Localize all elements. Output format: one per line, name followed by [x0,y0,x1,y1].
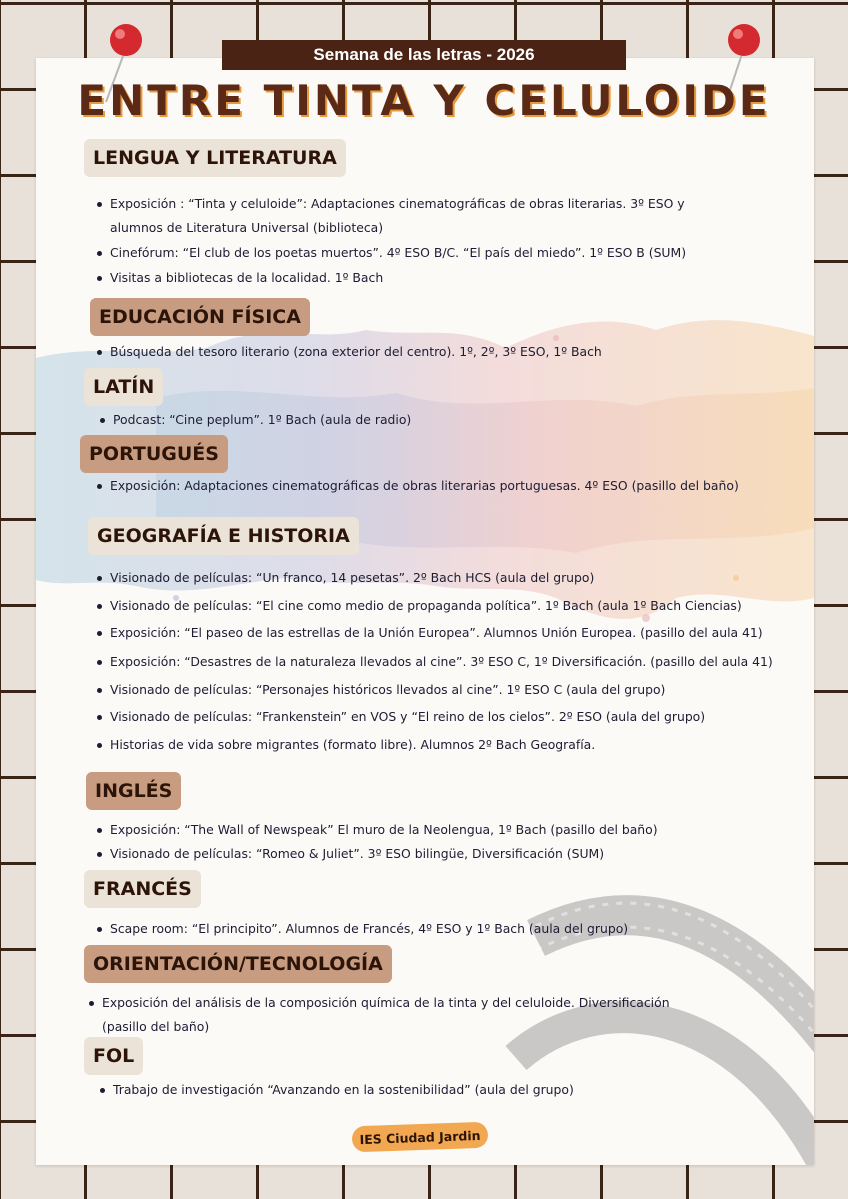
list-item: Exposición: “El paseo de las estrellas de la Unión Europea”. Alumnos Unión Europea. (pasillo del aula 41) [110,625,763,640]
bullet [97,688,102,693]
bullet [97,604,102,609]
list-item: Visionado de películas: “Personajes históricos llevados al cine”. 1º ESO C (aula del grupo) [110,682,666,697]
list-item: Scape room: “El principito”. Alumnos de Francés, 4º ESO y 1º Bach (aula del grupo) [110,921,629,936]
list-item: Visionado de películas: “Romeo & Juliet”. 3º ESO bilingüe, Diversificación (SUM) [110,846,605,861]
list-item: Trabajo de investigación “Avanzando en la sostenibilidad” (aula del grupo) [113,1082,574,1097]
section-header-latin: LATÍN [84,368,163,406]
section-header-frances: FRANCÉS [84,870,201,908]
bullet [97,828,102,833]
bullet [97,276,102,281]
bullet [97,927,102,932]
list-item: Exposición : “Tinta y celuloide”: Adaptaciones cinematográficas de obras literarias. 3º ESO y [110,196,685,211]
list-item: alumnos de Literatura Universal (biblioteca) [110,220,384,235]
bullet [97,852,102,857]
bullet [97,576,102,581]
list-item: (pasillo del baño) [102,1019,210,1034]
bullet [97,631,102,636]
list-item: Exposición: “The Wall of Newspeak” El muro de la Neolengua, 1º Bach (pasillo del baño) [110,822,658,837]
bullet [100,1088,105,1093]
section-header-fol: FOL [84,1037,143,1075]
bullet [97,743,102,748]
bullet [97,202,102,207]
bullet [97,660,102,665]
bullet [97,350,102,355]
section-header-orientacion: ORIENTACIÓN/TECNOLOGÍA [84,945,392,983]
bullet [97,484,102,489]
list-item: Visionado de películas: “Un franco, 14 pesetas”. 2º Bach HCS (aula del grupo) [110,570,595,585]
bullet [97,251,102,256]
bullet [89,1001,94,1006]
section-header-geografia: GEOGRAFÍA E HISTORIA [88,517,359,555]
section-header-lengua: LENGUA Y LITERATURA [84,139,346,177]
list-item: Visitas a bibliotecas de la localidad. 1º Bach [110,270,384,285]
section-header-educacion-fisica: EDUCACIÓN FÍSICA [90,298,310,336]
list-item: Exposición del análisis de la composición química de la tinta y del celuloide. Diversificación [102,995,670,1010]
list-item: Búsqueda del tesoro literario (zona exterior del centro). 1º, 2º, 3º ESO, 1º Bach [110,344,602,359]
list-item: Visionado de películas: “Frankenstein” en VOS y “El reino de los cielos”. 2º ESO (aula del grupo) [110,709,706,724]
list-item: Exposición: “Desastres de la naturaleza llevados al cine”. 3º ESO C, 1º Diversificación. (pasillo del aula 41) [110,654,773,669]
event-banner: Semana de las letras - 2026 [222,40,626,70]
bullet [100,418,105,423]
school-name-badge: IES Ciudad Jardin [352,1122,489,1153]
page-title: ENTRE TINTA Y CELULOIDE [77,76,771,125]
list-item: Historias de vida sobre migrantes (formato libre). Alumnos 2º Bach Geografía. [110,737,596,752]
section-header-portugues: PORTUGUÉS [80,435,228,473]
list-item: Cinefórum: “El club de los poetas muertos”. 4º ESO B/C. “El país del miedo”. 1º ESO B (SUM) [110,245,687,260]
list-item: Podcast: “Cine peplum”. 1º Bach (aula de radio) [113,412,412,427]
list-item: Visionado de películas: “El cine como medio de propaganda política”. 1º Bach (aula 1º Bach Ciencias) [110,598,742,613]
list-item: Exposición: Adaptaciones cinematográficas de obras literarias portuguesas. 4º ESO (pasillo del baño) [110,478,739,493]
bullet [97,715,102,720]
section-header-ingles: INGLÉS [86,772,181,810]
